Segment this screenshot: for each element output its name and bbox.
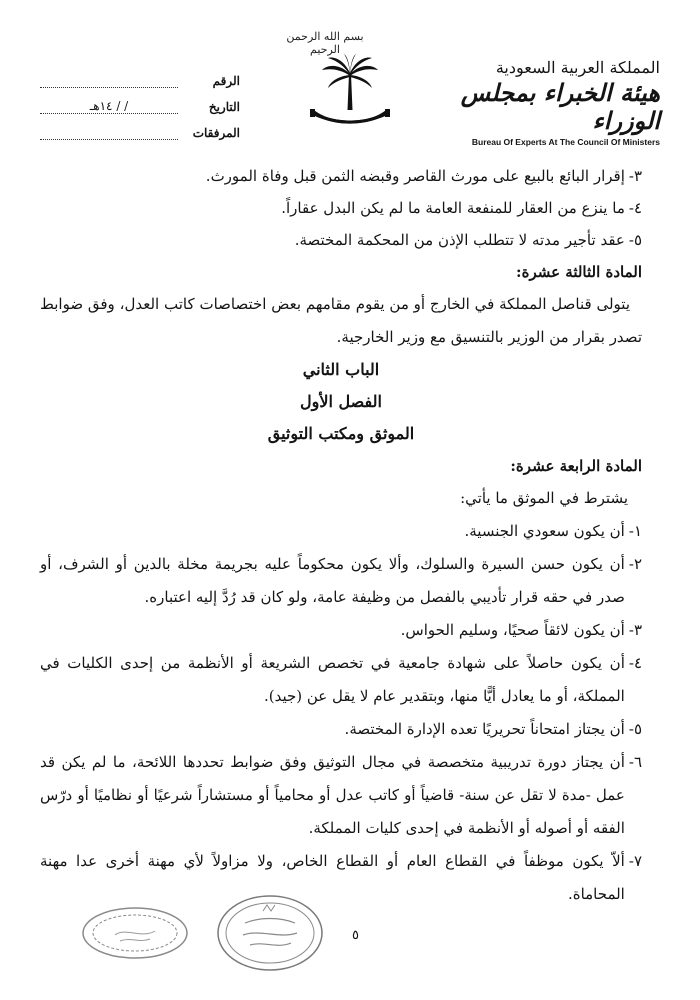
item-text: أن يكون سعودي الجنسية. bbox=[464, 522, 625, 540]
item-number: ٥- bbox=[628, 231, 642, 249]
kingdom-name: المملكة العربية السعودية bbox=[495, 58, 660, 77]
item-text: ألاّ يكون موظفاً في القطاع العام أو القطاع الخاص، ولا مزاولاً لأي مهنة أخرى عدا مهنة المحاماة. bbox=[40, 852, 625, 903]
list-item bbox=[40, 713, 642, 746]
item-number: ٧- bbox=[628, 852, 642, 870]
section-title: الموثق ومكتب التوثيق bbox=[267, 424, 415, 443]
item-text: أن يجتاز امتحاناً تحريريًا تعده الإدارة المختصة. bbox=[344, 720, 625, 738]
item-number: ٦- bbox=[628, 753, 642, 771]
reference-date-value: / / ١٤هـ bbox=[89, 99, 129, 113]
item-text: إقرار البائع بالبيع على مورث القاصر وقبضه الثمن قبل وفاة المورث. bbox=[205, 167, 625, 185]
article-14-intro: يشترط في الموثق ما يأتي: bbox=[460, 489, 628, 507]
reference-date-label: التاريخ bbox=[208, 100, 240, 114]
item-number: ٤- bbox=[628, 654, 642, 672]
item-number: ٤- bbox=[628, 199, 642, 217]
reference-date-line bbox=[40, 99, 178, 114]
item-number: ١- bbox=[628, 522, 642, 540]
bureau-name-arabic: هيئة الخبراء بمجلس الوزراء bbox=[460, 79, 660, 135]
page-number: ٥ bbox=[352, 928, 359, 943]
list-item bbox=[40, 548, 642, 614]
document-body bbox=[40, 160, 642, 911]
article-14-heading: المادة الرابعة عشرة: bbox=[510, 457, 642, 475]
reference-attachments-label: المرفقات bbox=[192, 126, 240, 140]
bismillah: بسم الله الرحمن الرحيم bbox=[286, 30, 364, 56]
list-item bbox=[40, 515, 642, 548]
list-item bbox=[40, 614, 642, 647]
reference-number-line bbox=[40, 73, 178, 88]
item-text: أن يكون حاصلاً على شهادة جامعية في تخصص الشريعة أو الأنظمة من إحدى الكليات في المملكة، أو ما يعادل أيًّا منها، وبتقدير عام لا يقل عن (جيد). bbox=[40, 654, 625, 705]
reference-attachments-line bbox=[40, 125, 178, 140]
list-item bbox=[40, 160, 642, 192]
list-item bbox=[40, 845, 642, 911]
list-item bbox=[40, 647, 642, 713]
part-title: الباب الثاني bbox=[302, 360, 380, 379]
item-text: ما ينزع من العقار للمنفعة العامة ما لم يكن البدل عقاراً. bbox=[281, 199, 625, 217]
item-text: أن يكون حسن السيرة والسلوك، وألا يكون محكوماً عليه بجريمة مخلة بالدين أو الشرف، أو صدر في حقه قرار تأديبي بالفصل من وظيفة عامة، ولو كان قد رُدَّ إليه اعتباره. bbox=[40, 555, 625, 606]
reference-block bbox=[40, 62, 240, 140]
reference-date-row bbox=[40, 88, 240, 114]
item-number: ٣- bbox=[628, 621, 642, 639]
saudi-emblem-icon bbox=[300, 52, 400, 130]
organization-header bbox=[460, 58, 660, 147]
item-number: ٢- bbox=[628, 555, 642, 573]
item-text: عقد تأجير مدته لا تتطلب الإذن من المحكمة المختصة. bbox=[294, 231, 625, 249]
item-text: أن يجتاز دورة تدريبية متخصصة في مجال التوثيق وفق ضوابط تحددها اللائحة، ما لم يكن قد عمل -مدة لا تقل عن سنة- قاضياً أو كاتب عدل أو محامياً أو مستشاراً شرعيًا أو نظاميًا أو درّس الفقه أو أصوله أو الأنظمة في إحدى كليات المملكة. bbox=[40, 753, 625, 837]
list-item bbox=[40, 224, 642, 256]
official-seal-icon bbox=[80, 905, 190, 960]
list-item bbox=[40, 746, 642, 845]
official-stamp-icon bbox=[215, 893, 325, 973]
article-13-text: يتولى قناصل المملكة في الخارج أو من يقوم مقامهم بعض اختصاصات كاتب العدل، وفق ضوابط تصدر بقرار من الوزير بالتنسيق مع وزير الخارجية. bbox=[40, 295, 642, 346]
item-number: ٣- bbox=[628, 167, 642, 185]
reference-number-row bbox=[40, 62, 240, 88]
item-number: ٥- bbox=[628, 720, 642, 738]
item-text: أن يكون لائقاً صحيًا، وسليم الحواس. bbox=[400, 621, 625, 639]
list-item bbox=[40, 192, 642, 224]
article-13-heading: المادة الثالثة عشرة: bbox=[516, 263, 642, 281]
chapter-title: الفصل الأول bbox=[300, 392, 382, 411]
bureau-name-english: Bureau Of Experts At The Council Of Ministers bbox=[471, 137, 660, 147]
reference-attachments-row bbox=[40, 114, 240, 140]
reference-number-label: الرقم bbox=[212, 74, 240, 88]
